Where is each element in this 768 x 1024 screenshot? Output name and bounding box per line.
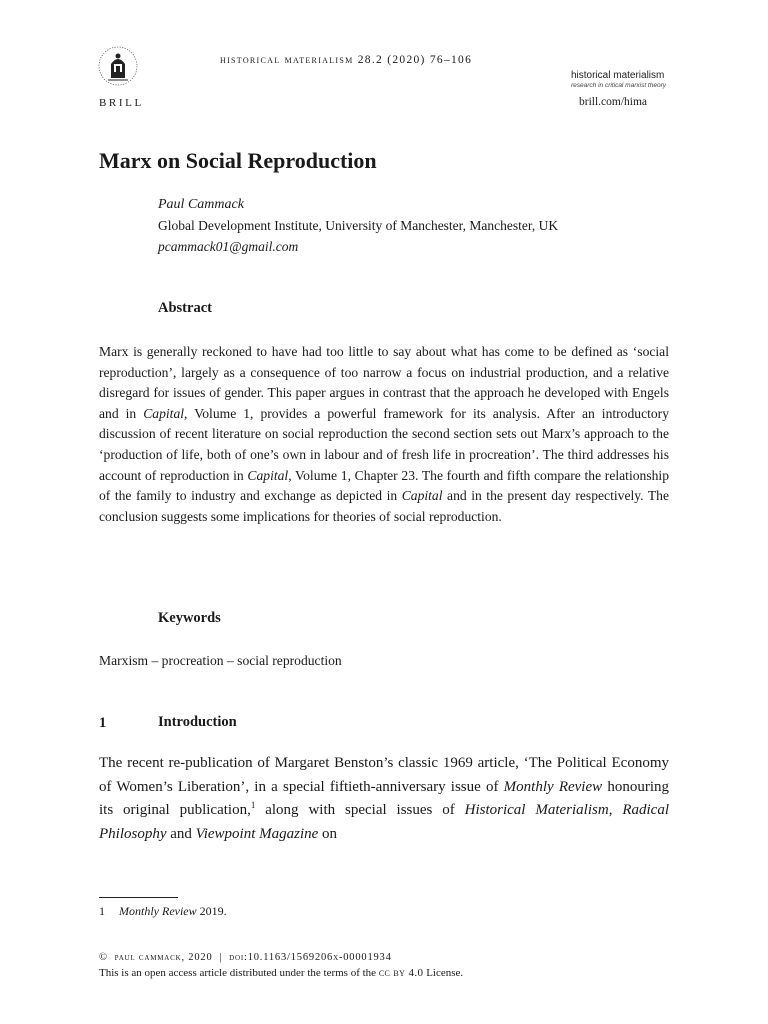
abstract-text-part: , Volume 1, provides a powerful framework for its analysis. After an introductory discussion of recent literature on social reproduction the second section sets out Marx’s approach to the ‘production of life, both of one’s own in labour and of fresh life in procreation’. The third addresses his account of reproduction in (99, 405, 669, 483)
separator: | (219, 952, 223, 963)
footnote-divider (99, 897, 178, 898)
abstract-italic-title: Capital (247, 467, 289, 483)
footnote-reference-link[interactable]: 1 (250, 800, 256, 810)
journal-citation: historical materialism 28.2 (2020) 76–106 (220, 54, 473, 66)
introduction-heading: Introduction (158, 714, 237, 730)
copyright-symbol: © (99, 952, 108, 963)
article-title: Marx on Social Reproduction (99, 148, 377, 173)
author-email-link[interactable]: pcammack01@gmail.com (158, 239, 299, 254)
author-affiliation: Global Development Institute, University of Manchester, Manchester, UK (158, 218, 559, 233)
intro-text-part: on (318, 825, 338, 842)
intro-text-part: and (166, 825, 196, 842)
journal-url-link[interactable]: brill.com/hima (579, 96, 648, 108)
intro-italic-title: Radical Philosophy (99, 802, 669, 842)
intro-text-part: , (608, 802, 623, 818)
journal-brand-tagline: research in critical marxist theory (571, 82, 666, 89)
abstract-text (99, 342, 669, 527)
keywords-list: Marxism – procreation – social reproduction (99, 653, 342, 668)
doi-link[interactable]: doi:10.1163/1569206x-00001934 (229, 952, 392, 963)
journal-brand-name: historical materialism (571, 70, 665, 81)
intro-italic-title: Historical Materialism (464, 802, 609, 818)
intro-text-part: The recent re-publication of Margaret Benston’s classic 1969 article, ‘The Political Economy of Women’s Liberation’, in a special fiftieth-anniversary issue of (99, 755, 669, 795)
abstract-italic-title: Capital (401, 488, 443, 504)
copyright-holder: paul cammack, 2020 (114, 952, 213, 963)
abstract-italic-title: Capital (143, 405, 185, 421)
intro-text-part: honouring its original publication, (99, 778, 669, 818)
author-name: Paul Cammack (158, 197, 244, 212)
license-line (99, 967, 463, 979)
abstract-heading: Abstract (158, 300, 212, 316)
introduction-text (99, 752, 669, 846)
publisher-name: BRILL (99, 97, 144, 109)
intro-text-part: along with special issues of (255, 802, 465, 818)
copyright-line (99, 952, 392, 963)
intro-italic-title: Monthly Review (503, 778, 603, 795)
footnote-text: 2019. (196, 904, 227, 918)
abstract-text-part: , Volume 1, Chapter 23. The fourth and fifth compare the relationship of the family to industry and exchange as depicted in (99, 467, 669, 504)
abstract-text-part: and in the present day respectively. The conclusion suggests some implications for theories of social reproduction. (99, 488, 669, 524)
footnote (99, 904, 227, 919)
journal-brand (571, 70, 666, 89)
brill-logo (96, 42, 140, 92)
abstract-text-part: Marx is generally reckoned to have had too little to say about what has come to be defined as ‘social reproduction’, largely as a consequence of too narrow a focus on industrial production, and a relative disregard for issues of gender. This paper argues in contrast that the approach he developed with Engels and in (99, 344, 669, 421)
brill-seal-icon (96, 42, 140, 92)
footnote-number: 1 (99, 904, 105, 918)
license-link[interactable]: cc by 4.0 (378, 967, 424, 979)
section-number: 1 (99, 715, 107, 731)
footnote-italic-title: Monthly Review (119, 904, 197, 918)
license-text: License. (423, 967, 464, 979)
intro-italic-title: Viewpoint Magazine (195, 825, 319, 842)
license-text: This is an open access article distributed under the terms of the (99, 967, 379, 979)
keywords-heading: Keywords (158, 610, 221, 626)
